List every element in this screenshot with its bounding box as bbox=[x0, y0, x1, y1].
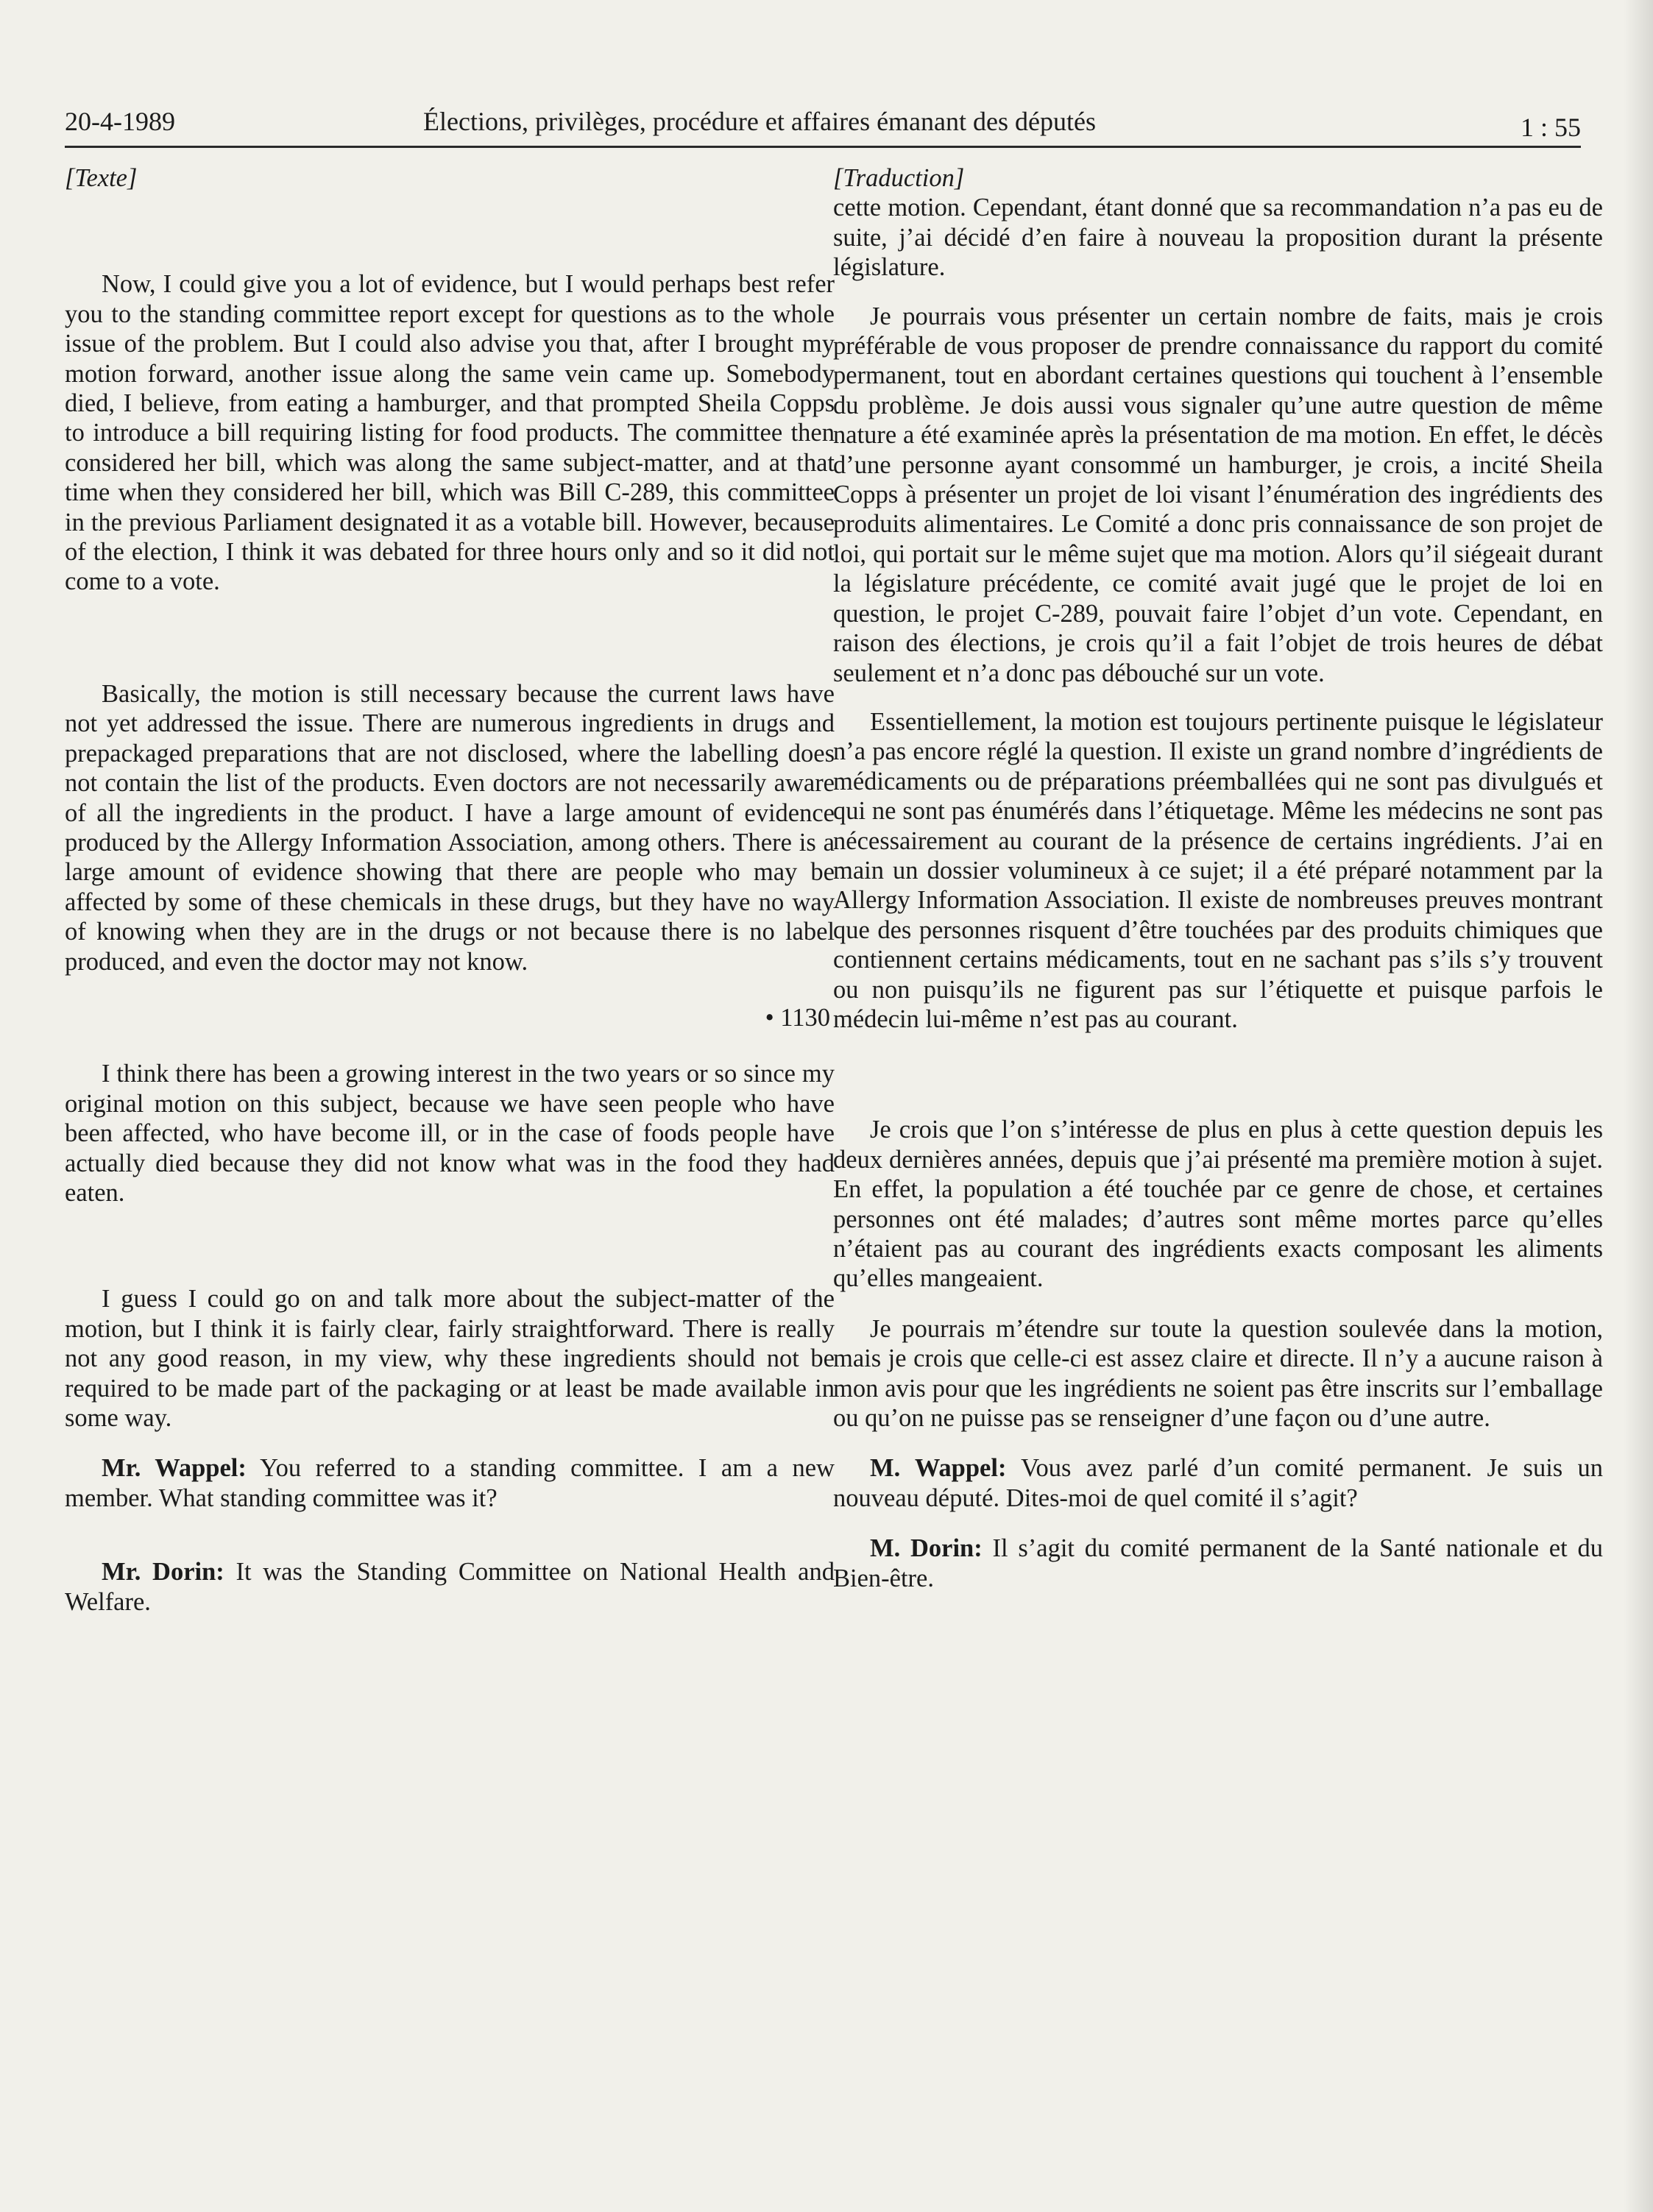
speaker-name: M. Dorin: bbox=[870, 1534, 983, 1563]
speaker-paragraph bbox=[65, 1453, 835, 1513]
page-header bbox=[65, 102, 1581, 148]
text-tag: [Texte] bbox=[65, 164, 138, 192]
header-title: Élections, privilèges, procédure et affaires émanant des députés bbox=[423, 107, 1096, 136]
translation-tag: [Traduction] bbox=[833, 164, 965, 192]
paragraph: Je pourrais vous présenter un certain nombre de faits, mais je crois préférable de vous proposer de prendre connaissance du rapport du comité permanent, tout en abordant certaines questions qui touchent à l’ensemble du problème. Je dois aussi vous signaler qu’une autre question de même nature a été examinée après la présentation de ma motion. En effet, le décès d’une personne ayant consommé un hamburger, je crois, a incité Sheila Copps à présenter un projet de loi visant l’énumération des ingrédients des produits alimentaires. Le Comité a donc pris connaissance de son projet de loi, qui portait sur le même sujet que ma motion. Alors qu’il siégeait durant la législature précédente, ce comité avait jugé que le projet de loi en question, le projet C-289, pouvait faire l’objet d’un vote. Cependant, en raison des élections, je crois qu’il a fait l’objet de trois heures de débat seulement et n’a donc pas débouché sur un vote. bbox=[833, 302, 1603, 687]
speaker-name: M. Wappel: bbox=[870, 1454, 1007, 1483]
left-column bbox=[65, 160, 835, 1617]
paragraph: I think there has been a growing interest in the two years or so since my original motion on this subject, because we have seen people who have been affected, who have become ill, or in the case of foods people have actually died because they did not know what was in the food they had eaten. bbox=[65, 1060, 835, 1207]
speaker-text: You referred to a standing committee. I am a new member. What standing committee was it? bbox=[65, 1454, 835, 1512]
speaker-paragraph bbox=[833, 1534, 1603, 1593]
speaker-paragraph bbox=[65, 1557, 835, 1617]
speaker-text: It was the Standing Committee on National Health and Welfare. bbox=[65, 1558, 835, 1616]
speaker-paragraph bbox=[833, 1453, 1603, 1513]
paragraph: cette motion. Cependant, étant donné que sa recommandation n’a pas eu de suite, j’ai décidé d’en faire à nouveau la proposition durant la présente législature. bbox=[833, 194, 1603, 282]
paragraph: Now, I could give you a lot of evidence, but I would perhaps best refer you to the standing committee report except for questions as to the whole issue of the problem. But I could also advise you that, after I brought my motion forward, another issue along the same vein came up. Somebody died, I believe, from eating a hamburger, and that prompted Sheila Copps to introduce a bill requiring listing for food products. The committee then considered her bill, which was along the same subject-matter, and at that time when they considered her bill, which was Bill C-289, this committee in the previous Parliament designated it as a votable bill. However, because of the election, I think it was debated for three hours only and so it did not come to a vote. bbox=[65, 270, 835, 596]
speaker-text: Vous avez parlé d’un comité permanent. Je suis un nouveau député. Dites-moi de quel comité il s’agit? bbox=[833, 1454, 1603, 1512]
header-page-number: 1 : 55 bbox=[1520, 113, 1581, 142]
page-edge-shadow bbox=[1624, 0, 1653, 2212]
right-column bbox=[833, 160, 1603, 1593]
paragraph: I guess I could go on and talk more about the subject-matter of the motion, but I think it is fairly clear, fairly straightforward. There is really not any good reason, in my view, why these ingredients should not be required to be made part of the packaging or at least be made available in some way. bbox=[65, 1285, 835, 1432]
speaker-name: Mr. Wappel: bbox=[102, 1454, 247, 1483]
paragraph: Je crois que l’on s’intéresse de plus en plus à cette question depuis les deux dernières années, depuis que j’ai présenté ma première motion à sujet. En effet, la population a été touchée par ce genre de chose, et certaines personnes ont été malades; d’autres sont même mortes parce qu’elles n’étaient pas au courant des ingrédients exacts composant les aliments qu’elles mangeaient. bbox=[833, 1116, 1603, 1293]
header-date: 20-4-1989 bbox=[65, 107, 175, 136]
time-marker: • 1130 bbox=[765, 1003, 830, 1032]
paragraph: Je pourrais m’étendre sur toute la question soulevée dans la motion, mais je crois que celle-ci est assez claire et directe. Il n’y a aucune raison à mon avis pour que les ingrédients ne soient pas être inscrits sur l’emballage ou qu’on ne puisse pas se renseigner d’une façon ou d’une autre. bbox=[833, 1314, 1603, 1433]
paragraph: Basically, the motion is still necessary because the current laws have not yet addressed the issue. There are numerous ingredients in drugs and prepackaged preparations that are not disclosed, where the labelling does not contain the list of the products. Even doctors are not necessarily aware of all the ingredients in the product. I have a large amount of evidence produced by the Allergy Information Association, among others. There is a large amount of evidence showing that there are people who may be affected by some of these chemicals in these drugs, but they have no way of knowing when they are in the drugs or not because there is no label produced, and even the doctor may not know. bbox=[65, 679, 835, 976]
speaker-text: Il s’agit du comité permanent de la Santé nationale et du Bien-être. bbox=[833, 1534, 1603, 1592]
paragraph: Essentiellement, la motion est toujours pertinente puisque le législateur n’a pas encore réglé la question. Il existe un grand nombre d’ingrédients de médicaments ou de préparations préemballées qui ne sont pas divulgués et qui ne sont pas énumérés dans l’étiquetage. Même les médecins ne sont pas nécessairement au courant de la présence de certains ingrédients. J’ai en main un dossier volumineux à ce sujet; il a été préparé notamment par la Allergy Information Association. Il existe de nombreuses preuves montrant que des personnes risquent d’être touchées par des produits chimiques que contiennent certains médicaments, tout en ne sachant pas s’ils s’y trouvent ou non puisqu’ils ne figurent pas sur l’étiquette et puisque parfois le médecin lui-même n’est pas au courant. bbox=[833, 707, 1603, 1033]
speaker-name: Mr. Dorin: bbox=[102, 1558, 224, 1587]
